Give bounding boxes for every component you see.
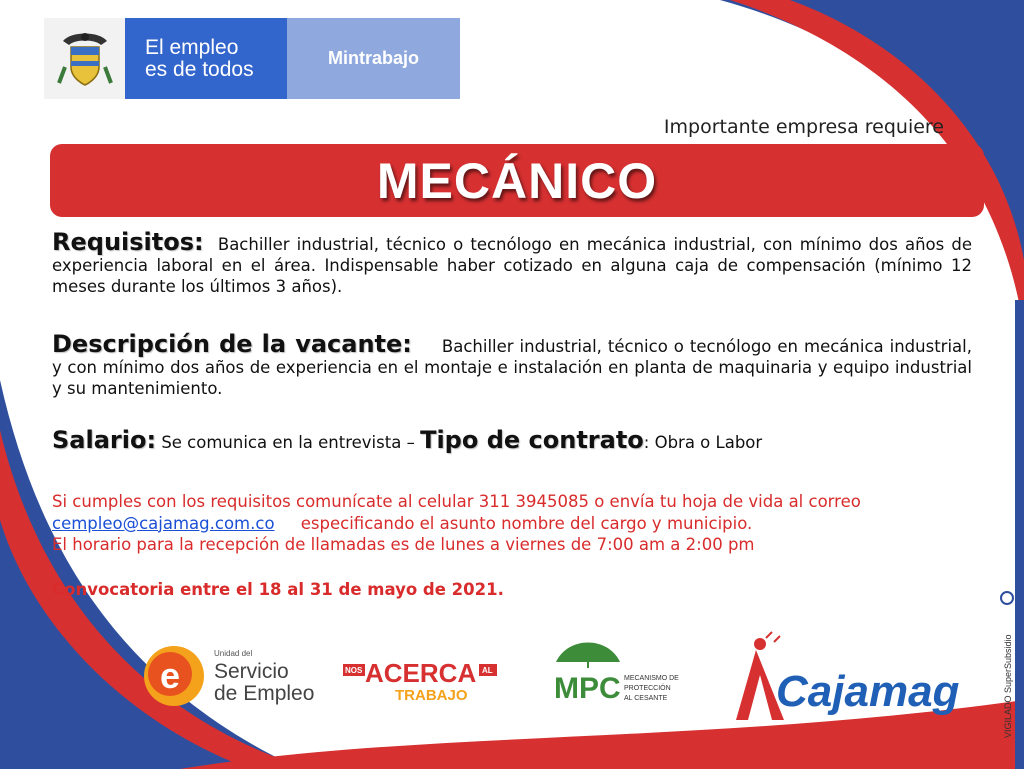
job-title-banner (50, 144, 984, 217)
vigilado-supersubsidio (994, 590, 1020, 740)
vigilado-text: VIGILADO SuperSubsidio (1003, 634, 1013, 738)
nos-text: NOS (345, 666, 363, 675)
description-label: Descripción de la vacante: (52, 330, 412, 358)
acerca-text: ACERCA (365, 658, 477, 688)
slogan-box (125, 18, 287, 99)
trabajo-text: TRABAJO (395, 687, 468, 704)
nos-acerca-al-trabajo-logo (343, 656, 503, 706)
salary-label: Salario (52, 426, 147, 454)
requirements-label: Requisitos (52, 228, 195, 256)
servicio-logo-e: e (160, 655, 181, 696)
mpc-logo (548, 632, 688, 718)
mpc-line-2: PROTECCIÓN (624, 685, 671, 692)
servicio-de-empleo-logo (140, 640, 330, 710)
job-title: MECÁNICO (376, 152, 658, 209)
email-link[interactable]: cempleo@cajamag.com.co (52, 513, 275, 533)
contract-text: : Obra o Labor (643, 433, 763, 452)
contact-info (52, 491, 972, 556)
servicio-small-text: Unidad del (214, 649, 253, 658)
requirements-section (52, 228, 972, 297)
salary-section (52, 426, 972, 454)
mpc-letters: MPC (554, 672, 621, 705)
al-text: AL (482, 666, 493, 675)
call-dates: Convocatoria entre el 18 al 31 de mayo de 2021. (52, 580, 504, 599)
contact-line-3: El horario para la recepción de llamadas es de lunes a viernes de 7:00 am a 2:00 pm (52, 535, 755, 554)
servicio-line-2: de Empleo (214, 682, 315, 705)
coat-of-arms-icon (55, 27, 115, 91)
slogan-line-1: El empleo (145, 35, 239, 59)
pre-title: Importante empresa requiere (663, 116, 944, 138)
ministry-label: Mintrabajo (327, 48, 419, 68)
mpc-line-3: AL CESANTE (624, 695, 668, 702)
salary-text: Se comunica en la entrevista – (161, 433, 415, 452)
ministry-box (287, 18, 460, 99)
government-header (44, 18, 460, 99)
contact-line-1: Si cumples con los requisitos comunícate al celular 311 3945085 o envía tu hoja de vida al correo (52, 492, 861, 511)
contact-line-2 (52, 513, 972, 535)
contact-line-2-rest: especificando el asunto nombre del cargo y municipio. (300, 513, 753, 533)
colombia-crest-box (44, 18, 125, 99)
salary-colon: : (146, 426, 157, 454)
requirements-text: Bachiller industrial, técnico o tecnólogo en mecánica industrial, con mínimo dos años de experiencia laboral en el área. Indispensable haber cotizado en alguna caja de compensación (mínimo 12 meses durante los últimos 3 años). (52, 235, 972, 296)
contract-label: Tipo de contrato (420, 426, 644, 454)
servicio-line-1: Servicio (214, 660, 289, 683)
mpc-line-1: MECANISMO DE (624, 675, 679, 682)
cajamag-logo (716, 630, 996, 730)
cajamag-wordmark: Cajamag (776, 667, 960, 716)
description-text: Bachiller industrial, técnico o tecnólogo en mecánica industrial, y con mínimo dos años de experiencia en el montaje e instalación en planta de maquinaria y equipo industrial y su mantenimiento. (52, 337, 972, 398)
requirements-colon: : (194, 228, 204, 256)
slogan-line-2: es de todos (145, 57, 254, 81)
description-section (52, 330, 972, 399)
